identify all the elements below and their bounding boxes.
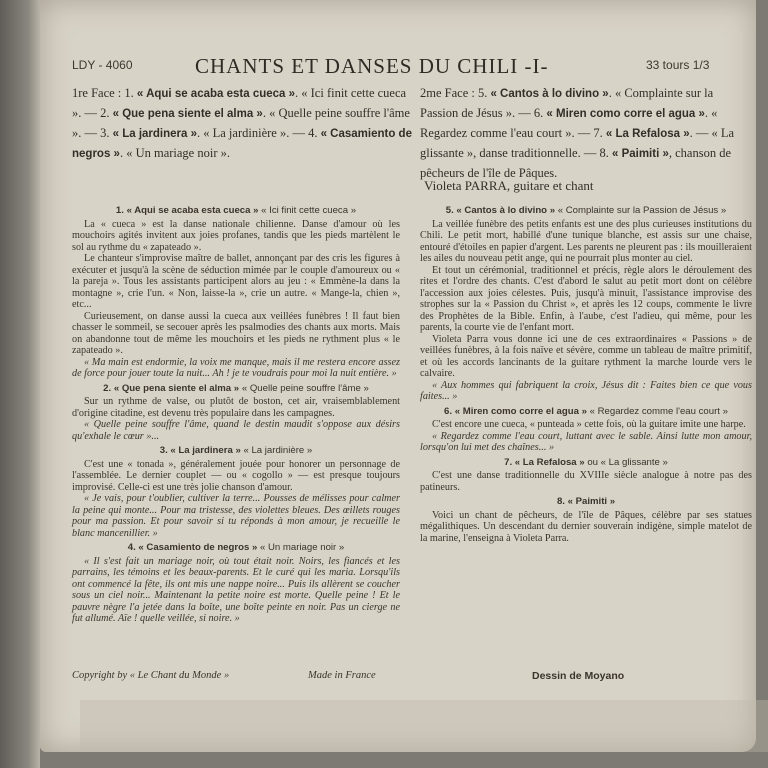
notes-column-left xyxy=(72,202,400,625)
section-heading xyxy=(420,457,752,469)
face2-text: . « Regardez comme l'eau court ». — 7. xyxy=(420,106,718,140)
track-4-title: « Casamiento de negros » xyxy=(72,128,412,160)
note-paragraph: C'est encore une cueca, « punteada » cette fois, où la guitare imite une harpe. xyxy=(432,419,746,430)
face1-text: . « Ici finit cette cueca ». — 2. xyxy=(72,86,407,120)
face2-text: 2me Face : 5. xyxy=(420,86,491,100)
note-paragraph: La veillée funèbre des petits enfants est une des plus curieuses institutions du Chili. Le petit mort, habillé d'une tunique blanche, est assis sur une chaise, entouré d'étoiles en papier d'argent. Les parents ne pleurent pas : ils mouilleraient les ailes du nouveau petit ange, qui ne pourrait plus monter au ciel. xyxy=(420,218,752,264)
section-title: 8. « Paimiti » xyxy=(556,496,616,507)
note-paragraph: Et tout un cérémonial, traditionnel et précis, règle alors le déroulement des rites et l'ordre des chants. C'est d'abord le salut au petit mort dont on célèbre l'accession aux joies célestes. Puis, jusqu'à minuit, l'assistance improvise des strophes sur la « Passion du Christ », et après les 12 coups, commente le livre des Prophètes de la Bible. Enfin, à l'aube, c'est l'adieu, qui même, pour les parents, la courte vie de l'enfant mort. xyxy=(420,264,752,333)
album-title: CHANTS ET DANSES DU CHILI -I- xyxy=(195,54,549,78)
track-2-title: « Que pena siente el alma » xyxy=(112,108,263,120)
side-two-tracklist xyxy=(420,84,752,183)
track-5-title: « Cantos à lo divino » xyxy=(490,88,609,100)
section-heading xyxy=(420,205,752,217)
record-speed: 33 tours 1/3 xyxy=(646,58,710,72)
note-paragraph: Voici un chant de pêcheurs, de l'île de Pâques, célèbre par ses statues mégalithiques. Un descendant du dernier souverain indigène, simple matelot de la marine, l'enseigna à Violeta Parra. xyxy=(420,509,752,544)
note-paragraph: Le chanteur s'improvise maître de ballet, annonçant par des cris les figures à exécuter et jusqu'à la scène de séduction mimée par le couple d'amoureux ou « la pareja ». Tous les assistants participent alors au jeu : « Emmène-la dans la montagne », crie l'un. « Non, laisse-la », crie un autre. « Mange-la, chien », etc... xyxy=(72,253,400,310)
section-title: 3. « La jardinera » xyxy=(159,445,241,456)
note-paragraph: Sur un rythme de valse, ou plutôt de boston, cet air, vraisemblablement d'origine citadine, est devenu très populaire dans les campagnes. xyxy=(72,396,400,419)
lyric-quote: « Ma main est endormie, la voix me manque, mais il me restera encore assez de force pour jouer toute la nuit... Ah ! je te voudrais pour moi la nuit entière. » xyxy=(72,356,400,379)
section-title: 5. « Cantos à lo divino » xyxy=(445,205,556,216)
lyric-quote: « Aux hommes qui fabriquent la croix, Jésus dit : Faites bien ce que vous faites... » xyxy=(420,379,752,402)
track-8-title: « Paimiti » xyxy=(611,148,669,160)
note-paragraph: C'est une danse traditionnelle du XVIIIe siècle analogue à notre pas des patineurs. xyxy=(420,470,752,493)
lyric-quote: « Je vais, pour t'oublier, cultiver la terre... Pousses de mélisses pour calmer la peine qui monte... Pour ma tristesse, des violettes bleues. Des œillets rouges pour ma passion. Et pour savoir si tu réponds à mon amour, je recueille le blanc mancenillier. » xyxy=(72,493,400,539)
track-7-title: « La Refalosa » xyxy=(605,128,690,140)
face1-text: 1re Face : 1. xyxy=(72,86,137,100)
section-heading xyxy=(72,445,400,457)
copyright-notice: Copyright by « Le Chant du Monde » xyxy=(72,670,230,681)
section-heading xyxy=(420,406,752,418)
section-translation: « Complainte sur la Passion de Jésus » xyxy=(555,205,727,216)
lyric-quote: « Quelle peine souffre l'âme, quand le destin maudit s'oppose aux désirs qu'exhale le cœur »... xyxy=(72,419,400,442)
face2-text: . « Complainte sur la Passion de Jésus ». — 6. xyxy=(420,86,714,120)
section-translation: « Ici finit cette cueca » xyxy=(258,205,357,216)
sleeve-bottom-fold xyxy=(80,700,768,752)
section-translation: « La jardinière » xyxy=(240,445,313,456)
lyric-quote: « Regardez comme l'eau court, luttant avec le sable. Ainsi lutte mon amour, lorsqu'on lui met des chaînes... » xyxy=(420,430,752,453)
section-title: 7. « La Refalosa » xyxy=(504,456,585,468)
note-paragraph: Violeta Parra vous donne ici une de ces extraordinaires « Passions » de veillées funèbres, à la fois naïve et sévère, comme un tableau de maître primitif, et où les accords lancinants de la guitare rythment la marche lourde vers le calvaire. xyxy=(420,333,752,379)
section-heading xyxy=(72,542,400,554)
face1-text: . « Un mariage noir ». xyxy=(119,146,230,160)
face1-text: . « Quelle peine souffre l'âme ». — 3. xyxy=(72,106,410,140)
artist-credit xyxy=(424,178,594,194)
track-6-title: « Miren como corre el agua » xyxy=(546,108,705,120)
section-title: 2. « Que pena siente el alma » xyxy=(103,382,240,394)
section-translation: « Un mariage noir » xyxy=(257,542,345,553)
face1-text: . « La jardinière ». — 4. xyxy=(197,126,321,140)
section-translation: « Quelle peine souffre l'âme » xyxy=(239,382,369,394)
section-heading xyxy=(72,383,400,395)
lyric-quote: « Il s'est fait un mariage noir, où tout était noir. Noirs, les fiancés et les parrains, les témoins et les beaux-parents. Et le curé qui les maria. Lorsqu'ils ont commencé la fête, ils ont mis une nappe noire... Puis ils allèrent se coucher sous un ciel noir... Maintenant la petite noire est morte. Quelle peine ! Et le pauvre nègre l'a jetée dans la boîte, une boîte peinte en noir. Pas un cierge ne fut allumé. Aïe ! quelle veillée, si noire. » xyxy=(72,555,400,624)
section-title: 6. « Miren como corre el agua » xyxy=(444,405,587,417)
record-edge xyxy=(0,0,40,768)
section-translation: « Regardez comme l'eau court » xyxy=(586,405,728,417)
design-credit: Dessin de Moyano xyxy=(532,670,625,682)
section-title: 4. « Casamiento de negros » xyxy=(127,542,258,553)
made-in-label: Made in France xyxy=(308,670,376,681)
section-heading xyxy=(420,496,752,508)
note-paragraph: C'est une « tonada », généralement jouée pour honorer un personnage de l'assemblée. Le dernier couplet — ou « cogollo » — est presque toujours improvisé. Celle-ci est une très jolie chanson d'amour. xyxy=(72,458,400,493)
section-heading xyxy=(72,205,400,217)
catalog-number: LDY - 4060 xyxy=(72,58,133,72)
track-1-title: « Aqui se acaba esta cueca » xyxy=(136,88,296,100)
face2-text: , chanson de pêcheurs de l'île de Pâques. xyxy=(420,146,732,180)
section-translation: ou « La glissante » xyxy=(584,456,668,468)
note-paragraph: Curieusement, on danse aussi la cueca aux veillées funèbres ! Il faut bien chasser le sommeil, se secouer après les psalmodies des chants aux morts. Mais on abandonne tout de même les mouchoirs et les pieds ne rythment plus « le zapateado ». xyxy=(72,310,400,356)
note-paragraph: La « cueca » est la danse nationale chilienne. Danse d'amour où les mouchoirs agités invitent aux joies profanes, tandis que les pieds martèlent le sol au rythme du « zapateado ». xyxy=(72,218,400,253)
section-title: 1. « Aqui se acaba esta cueca » xyxy=(115,205,259,216)
notes-column-right xyxy=(420,202,752,544)
track-3-title: « La jardinera » xyxy=(112,128,197,140)
artist-name: Violeta PARRA xyxy=(424,178,507,193)
face2-text: . — « La glissante », danse traditionnelle. — 8. xyxy=(420,126,735,160)
artist-role: , guitare et chant xyxy=(506,178,594,193)
side-one-tracklist xyxy=(72,84,412,164)
